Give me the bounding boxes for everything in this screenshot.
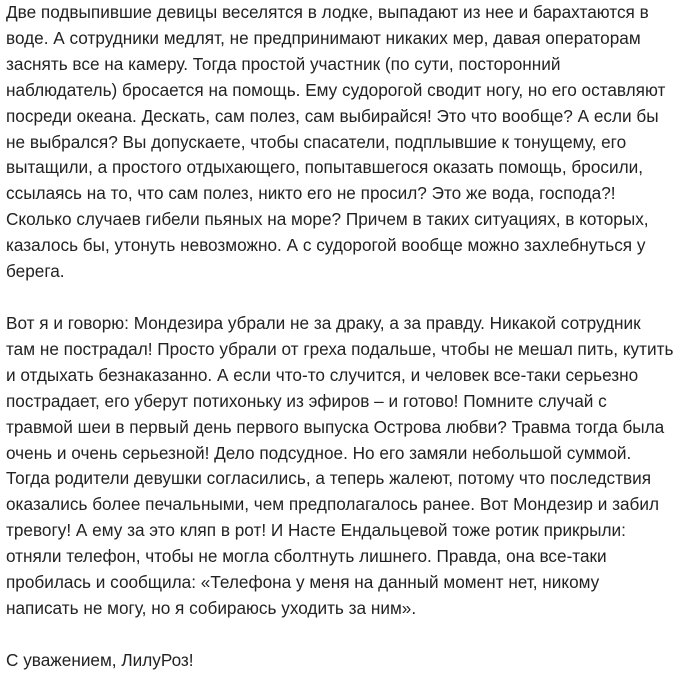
text-line: там не пострадал! Просто убрали от греха подальше, чтобы не мешал пить, кутить [6, 338, 674, 359]
text-line: берега. [6, 261, 65, 282]
text-line: ссылаясь на то, что сам полез, никто его не просил? Это же вода, господа?! [6, 183, 616, 204]
text-line: заснять все на камеру. Тогда простой участник (по сути, посторонний [6, 53, 561, 74]
text-line: и отдыхать безнаказанно. А если что-то случится, и человек все-таки серьезно [6, 364, 639, 385]
text-line: не выбрался? Вы допускаете, чтобы спасатели, подплывшие к тонущему, его [6, 131, 627, 152]
text-line: пострадает, его уберут потихоньку из эфиров – и готово! Помните случай с [6, 390, 607, 411]
text-line: оказались более печальными, чем предполагалось ранее. Вот Мондезир и забил [6, 494, 660, 515]
text-line: Тогда родители девушки согласились, а теперь жалеют, потому что последствия [6, 468, 652, 489]
text-line: Вот я и говорю: Мондезира убрали не за драку, а за правду. Никакой сотрудник [6, 312, 641, 333]
text-line: травмой шеи в первый день первого выпуска Острова любви? Травма тогда была [6, 416, 665, 437]
text-line: написать не могу, но я собираюсь уходить за ним». [6, 597, 417, 618]
text-line: отняли телефон, чтобы не могла сболтнуть лишнего. Правда, она все-таки [6, 546, 607, 567]
paragraph-story [6, 0, 692, 285]
text-line: посреди океана. Дескать, сам полез, сам выбирайся! Это что вообще? А если бы [6, 105, 659, 126]
text-line: Сколько случаев гибели пьяных на море? Причем в таких ситуациях, в которых, [6, 209, 649, 230]
text-line: пробилась и сообщила: «Телефона у меня на данный момент нет, никому [6, 572, 600, 593]
text-line: вытащили, а простого отдыхающего, попытавшегося оказать помощь, бросили, [6, 157, 643, 178]
text-line: казалось бы, утонуть невозможно. А с судорогой вообще можно захлебнуться у [6, 235, 646, 256]
paragraph-argument [6, 311, 692, 622]
signature-line: С уважением, ЛилуРоз! [6, 649, 194, 670]
text-line: Две подвыпившие девицы веселятся в лодке, выпадают из нее и барахтаются в [6, 2, 649, 22]
text-line: очень и очень серьезной! Дело подсудное. Но его замяли небольшой суммой. [6, 442, 632, 463]
text-line: тревогу! А ему за это кляп в рот! И Насте Ендальцевой тоже ротик прикрыли: [6, 520, 626, 541]
text-line: наблюдатель) бросается на помощь. Ему судорогой сводит ногу, но его оставляют [6, 79, 666, 100]
text-line: воде. А сотрудники медлят, не предпринимают никаких мер, давая операторам [6, 27, 641, 48]
paragraph-signature [6, 648, 692, 674]
